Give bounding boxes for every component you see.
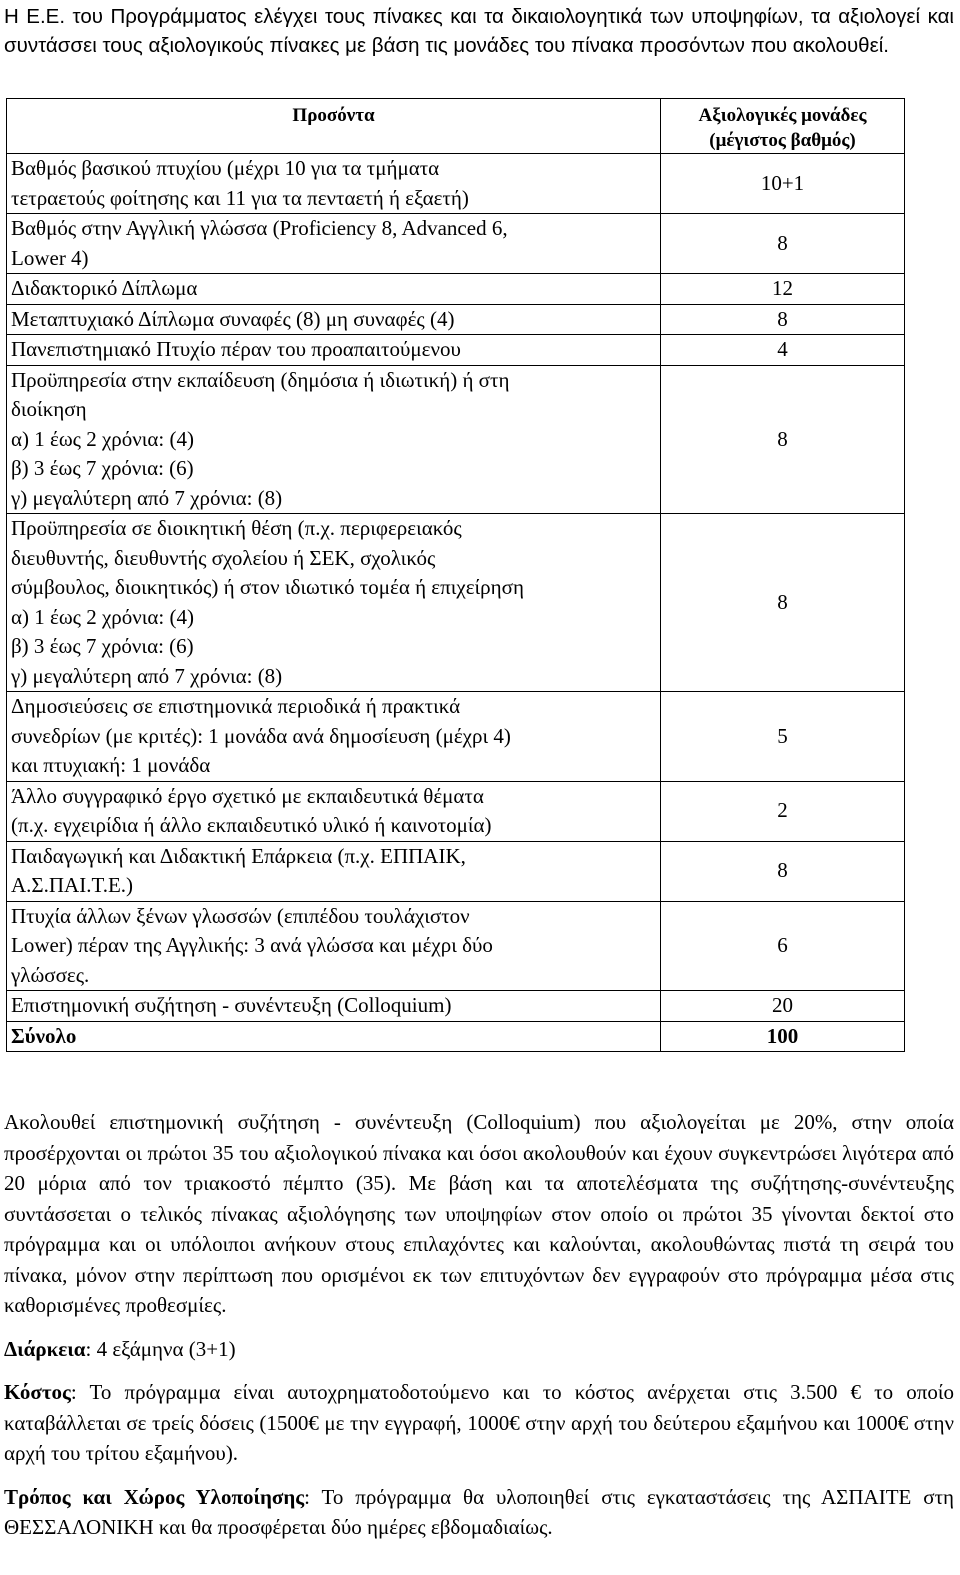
criterion-line: Επιστημονική συζήτηση - συνέντευξη (Colloquium) <box>11 993 452 1017</box>
colloquium-paragraph: Ακολουθεί επιστημονική συζήτηση - συνέντευξη (Colloquium) που αξιολογείται με 20%, στην οποία προσέρχονται οι πρώτοι 35 του αξιολογικού πίνακα και όσοι ακολουθούν και έχουν συγκεντρώσει λιγότερα από 20 μόρια από τον τριακοστό πέμπτο (35). Με βάση και τα αποτελέσματα της συζήτησης-συνέντευξης συντάσσεται ο τελικός πίνακας αξιολόγησης των υποψηφίων στον οποίο οι πρώτοι 35 γίνονται δεκτοί στο πρόγραμμα και οι υπόλοιποι ανήκουν στους επιλαχόντες και καλούνται, ακολουθώντας πιστά τη σειρά του πίνακα, μόνον στην περίπτωση που ορισμένοι εκ των επιτυχόντων δεν εγγραφούν στο πρόγραμμα μέσα στις καθορισμένες προθεσμίες. <box>4 1110 954 1317</box>
points-cell: 6 <box>661 901 905 991</box>
criterion-cell <box>7 841 661 901</box>
table-row <box>7 214 905 274</box>
points-cell: 10+1 <box>661 154 905 214</box>
criterion-line: διοίκηση <box>11 397 87 421</box>
cost-text: : Το πρόγραμμα είναι αυτοχρηματοδοτούμενο και το κόστος ανέρχεται στις 3.500 € το οποίο καταβάλλεται σε τρείς δόσεις (1500€ με την εγγραφή, 1000€ στην αρχή του δεύτερου εξαμήνου και 1000€ στην αρχή του τρίτου εξαμήνου). <box>4 1380 954 1465</box>
criterion-line: διευθυντής, διευθυντής σχολείου ή ΣΕΚ, σχολικός <box>11 545 436 570</box>
criterion-line: Διδακτορικό Δίπλωμα <box>11 276 198 300</box>
cost-label: Κόστος <box>4 1380 71 1404</box>
criterion-line: β) 3 έως 7 χρόνια: (6) <box>11 634 194 658</box>
table-row <box>7 991 905 1022</box>
header-points-line2: (μέγιστος βαθμός) <box>709 130 856 151</box>
criterion-line: γ) μεγαλύτερη από 7 χρόνια: (8) <box>11 663 283 688</box>
points-cell: 5 <box>661 692 905 782</box>
criterion-line: συνεδρίων (με κριτές): 1 μονάδα ανά δημοσίευση (μέχρι 4) <box>11 723 511 748</box>
table-row <box>7 274 905 305</box>
total-row <box>7 1021 905 1052</box>
criterion-line: και πτυχιακή: 1 μονάδα <box>11 753 211 777</box>
table-row <box>7 692 905 782</box>
criterion-cell <box>7 692 661 782</box>
criterion-cell <box>7 781 661 841</box>
criterion-cell <box>7 991 661 1022</box>
venue-label: Τρόπος και Χώρος Υλοποίησης <box>4 1484 305 1509</box>
venue-text: : Το πρόγραμμα θα υλοποιηθεί στις εγκαταστάσεις της ΑΣΠΑΙΤΕ στη ΘΕΣΣΑΛΟΝΙΚΗ και θα προσφέρεται δύο ημέρες εβδομαδιαίως. <box>4 1484 954 1539</box>
criterion-line: α) 1 έως 2 χρόνια: (4) <box>11 426 194 451</box>
table-row <box>7 365 905 514</box>
header-criterion: Προσόντα <box>7 99 661 154</box>
criterion-line: Προϋπηρεσία σε διοικητική θέση (π.χ. περιφερειακός <box>11 516 462 540</box>
criterion-cell <box>7 335 661 366</box>
criterion-line: Α.Σ.ΠΑΙ.Τ.Ε.) <box>11 873 134 897</box>
criterion-cell <box>7 901 661 991</box>
venue-paragraph <box>4 1482 954 1543</box>
table-row <box>7 514 905 692</box>
criterion-cell <box>7 214 661 274</box>
criterion-cell <box>7 274 661 305</box>
criterion-line: Βαθμός βασικού πτυχίου (μέχρι 10 για τα τμήματα <box>11 156 440 180</box>
points-cell: 8 <box>661 365 905 514</box>
criterion-line: (π.χ. εγχειρίδια ή άλλο εκπαιδευτικό υλικό ή καινοτομία) <box>11 813 492 837</box>
criterion-line: τετραετούς φοίτησης και 11 για τα πενταετή ή εξαετή) <box>11 185 469 210</box>
table-row <box>7 841 905 901</box>
criterion-line: Lower 4) <box>11 245 89 270</box>
table-row <box>7 335 905 366</box>
duration-text: : 4 εξάμηνα (3+1) <box>85 1336 236 1361</box>
body-text <box>4 1107 954 1543</box>
criterion-line: γ) μεγαλύτερη από 7 χρόνια: (8) <box>11 485 283 510</box>
table-header-row <box>7 99 905 154</box>
total-points: 100 <box>661 1021 905 1052</box>
table-row <box>7 901 905 991</box>
criterion-line: Άλλο συγγραφικό έργο σχετικό με εκπαιδευτικά θέματα <box>11 783 484 808</box>
points-cell: 2 <box>661 781 905 841</box>
criterion-line: α) 1 έως 2 χρόνια: (4) <box>11 604 194 629</box>
criterion-line: Δημοσιεύσεις σε επιστημονικά περιοδικά ή πρακτικά <box>11 694 461 718</box>
criterion-cell <box>7 154 661 214</box>
points-cell: 8 <box>661 214 905 274</box>
criterion-cell <box>7 365 661 514</box>
cost-paragraph <box>4 1377 954 1469</box>
criterion-line: Πανεπιστημιακό Πτυχίο πέραν του προαπαιτούμενου <box>11 337 461 361</box>
points-cell: 8 <box>661 304 905 335</box>
criterion-line: σύμβουλος, διοικητικός) ή στον ιδιωτικό τομέα ή επιχείρηση <box>11 575 524 599</box>
duration-label: Διάρκεια <box>4 1336 86 1361</box>
total-label: Σύνολο <box>7 1021 661 1052</box>
criterion-cell <box>7 514 661 692</box>
points-cell: 8 <box>661 841 905 901</box>
points-cell: 20 <box>661 991 905 1022</box>
table-row <box>7 154 905 214</box>
criterion-cell <box>7 304 661 335</box>
criterion-line: Μεταπτυχιακό Δίπλωμα συναφές (8) μη συναφές (4) <box>11 306 455 331</box>
intro-paragraph: Η Ε.Ε. του Προγράμματος ελέγχει τους πίνακες και τα δικαιολογητικά των υποψηφίων, τα αξιολογεί και συντάσσει τους αξιολογικούς πίνακες με βάση τις μονάδες του πίνακα προσόντων που ακολουθεί. <box>4 5 954 57</box>
table-row <box>7 304 905 335</box>
criterion-line: Παιδαγωγική και Διδακτική Επάρκεια (π.χ. ΕΠΠΑΙΚ, <box>11 843 466 868</box>
criterion-line: Πτυχία άλλων ξένων γλωσσών (επιπέδου τουλάχιστον <box>11 903 470 928</box>
criterion-line: Προϋπηρεσία στην εκπαίδευση (δημόσια ή ιδιωτική) ή στη <box>11 367 510 392</box>
points-cell: 4 <box>661 335 905 366</box>
header-points-line1: Αξιολογικές μονάδες <box>698 105 867 126</box>
points-cell: 12 <box>661 274 905 305</box>
table-body <box>7 154 905 1022</box>
table-row <box>7 781 905 841</box>
criterion-line: β) 3 έως 7 χρόνια: (6) <box>11 456 194 480</box>
qualifications-table <box>6 98 905 1052</box>
criterion-line: Lower) πέραν της Αγγλικής: 3 ανά γλώσσα και μέχρι δύο <box>11 933 493 957</box>
criterion-line: γλώσσες. <box>11 962 90 987</box>
criterion-line: Βαθμός στην Αγγλική γλώσσα (Proficiency 8, Advanced 6, <box>11 216 508 240</box>
points-cell: 8 <box>661 514 905 692</box>
duration-paragraph <box>4 1334 954 1365</box>
header-points <box>661 99 905 154</box>
